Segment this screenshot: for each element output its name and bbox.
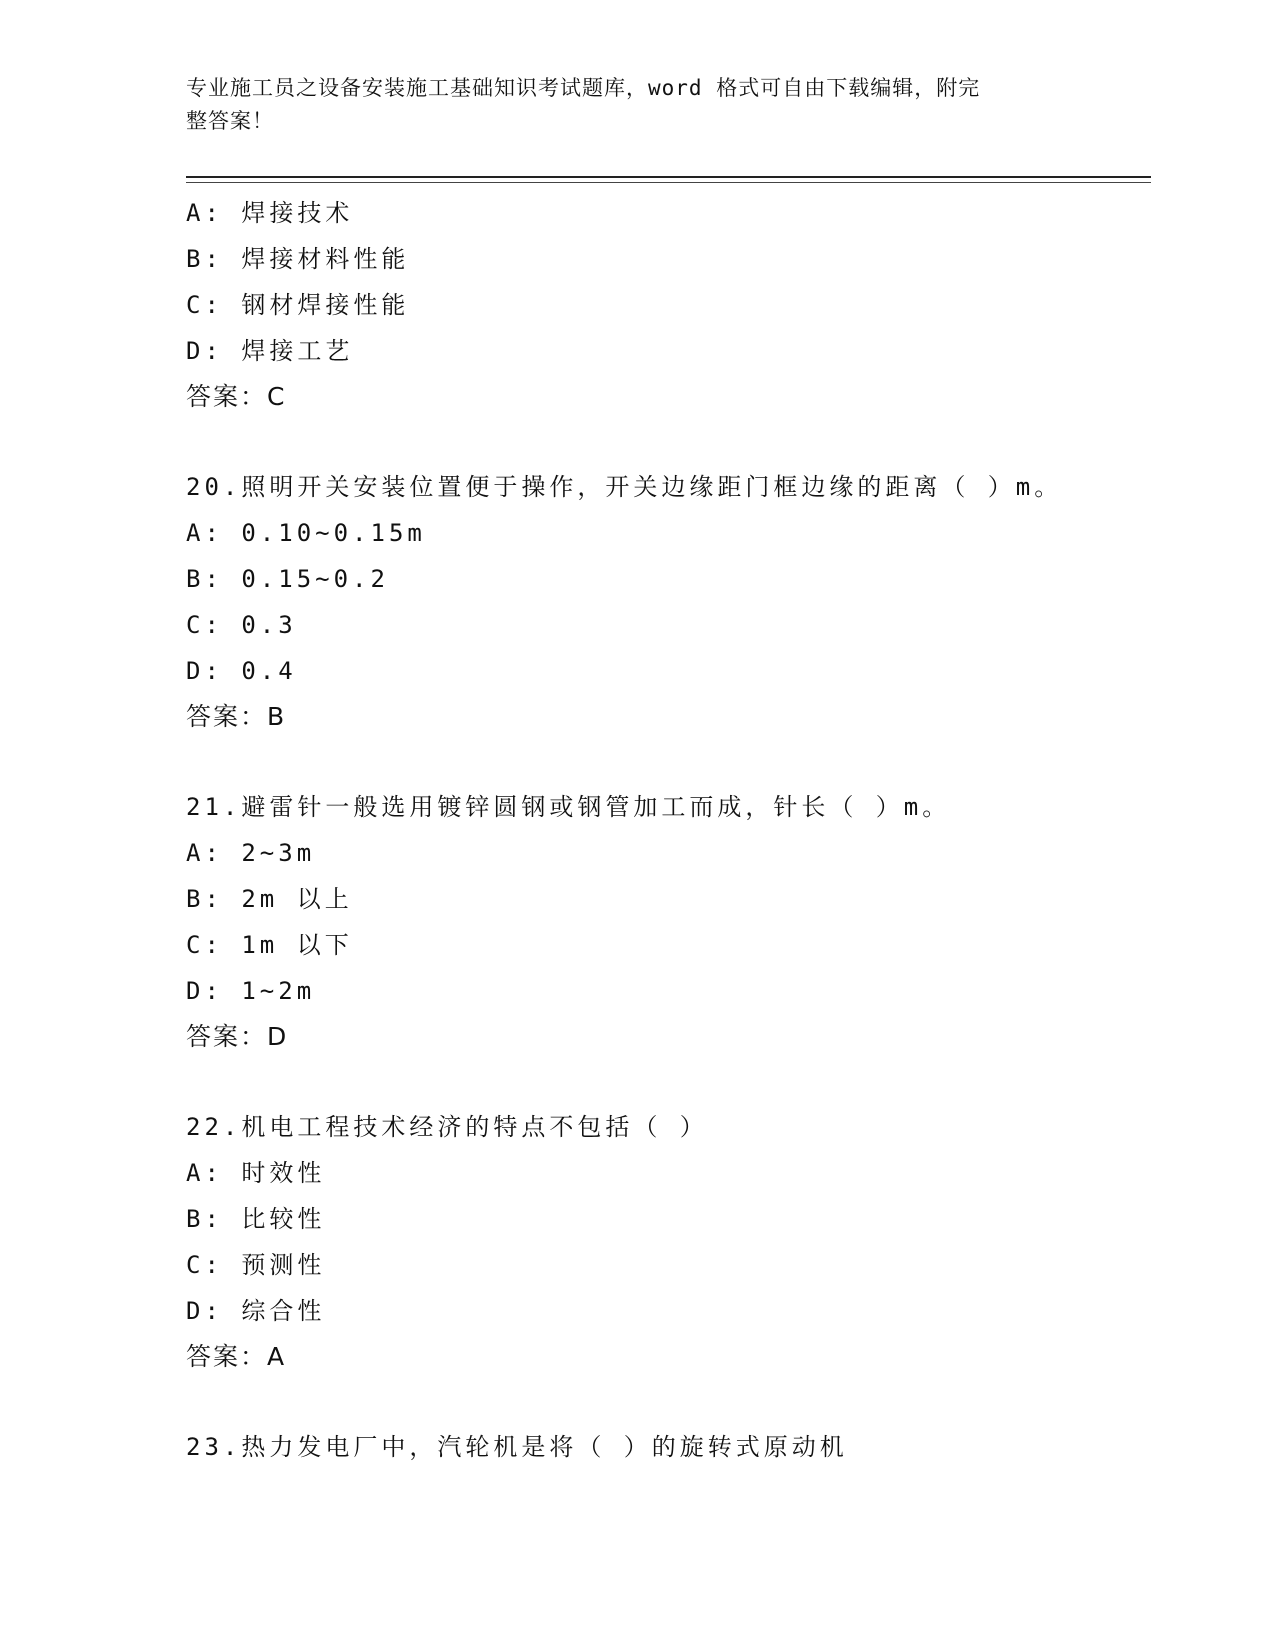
- option-b: B: 0.15~0.2: [186, 565, 389, 593]
- question-text: 20.照明开关安装位置便于操作，开关边缘距门框边缘的距离（ ）m。: [186, 473, 1063, 501]
- option-c: C: 1m 以下: [186, 931, 353, 959]
- option-c: C: 钢材焊接性能: [186, 291, 410, 319]
- answer: 答案：A: [186, 1342, 287, 1371]
- question-list: [186, 190, 1146, 1470]
- option-d: D: 0.4: [186, 657, 297, 685]
- question-20: [186, 464, 1146, 740]
- question-23: [186, 1424, 1146, 1470]
- option-c: C: 0.3: [186, 611, 297, 639]
- option-d: D: 焊接工艺: [186, 337, 354, 365]
- option-d: D: 综合性: [186, 1297, 326, 1325]
- header-title-line-1: 专业施工员之设备安装施工基础知识考试题库，word 格式可自由下载编辑，附完: [186, 76, 981, 100]
- header-divider-thick: [186, 176, 1151, 178]
- option-d: D: 1~2m: [186, 977, 316, 1005]
- option-a: A: 焊接技术: [186, 199, 354, 227]
- spacer: [186, 420, 1146, 464]
- option-a: A: 2~3m: [186, 839, 316, 867]
- option-b: B: 比较性: [186, 1205, 326, 1233]
- question-19: [186, 190, 1146, 420]
- question-22: [186, 1104, 1146, 1380]
- answer: 答案：B: [186, 702, 287, 731]
- spacer: [186, 1060, 1146, 1104]
- spacer: [186, 740, 1146, 784]
- header-divider-thin: [186, 182, 1151, 183]
- option-c: C: 预测性: [186, 1251, 326, 1279]
- option-b: B: 2m 以上: [186, 885, 353, 913]
- question-text: 23.热力发电厂中，汽轮机是将（ ）的旋转式原动机: [186, 1433, 848, 1461]
- spacer: [186, 1380, 1146, 1424]
- question-text: 21.避雷针一般选用镀锌圆钢或钢管加工而成，针长（ ）m。: [186, 793, 951, 821]
- document-header: [186, 72, 1066, 138]
- option-a: A: 时效性: [186, 1159, 326, 1187]
- option-b: B: 焊接材料性能: [186, 245, 410, 273]
- option-a: A: 0.10~0.15m: [186, 519, 426, 547]
- question-text: 22.机电工程技术经济的特点不包括（ ）: [186, 1113, 708, 1141]
- answer: 答案：D: [186, 1022, 289, 1051]
- answer: 答案：C: [186, 382, 287, 411]
- header-title-line-2: 整答案！: [186, 109, 274, 133]
- question-21: [186, 784, 1146, 1060]
